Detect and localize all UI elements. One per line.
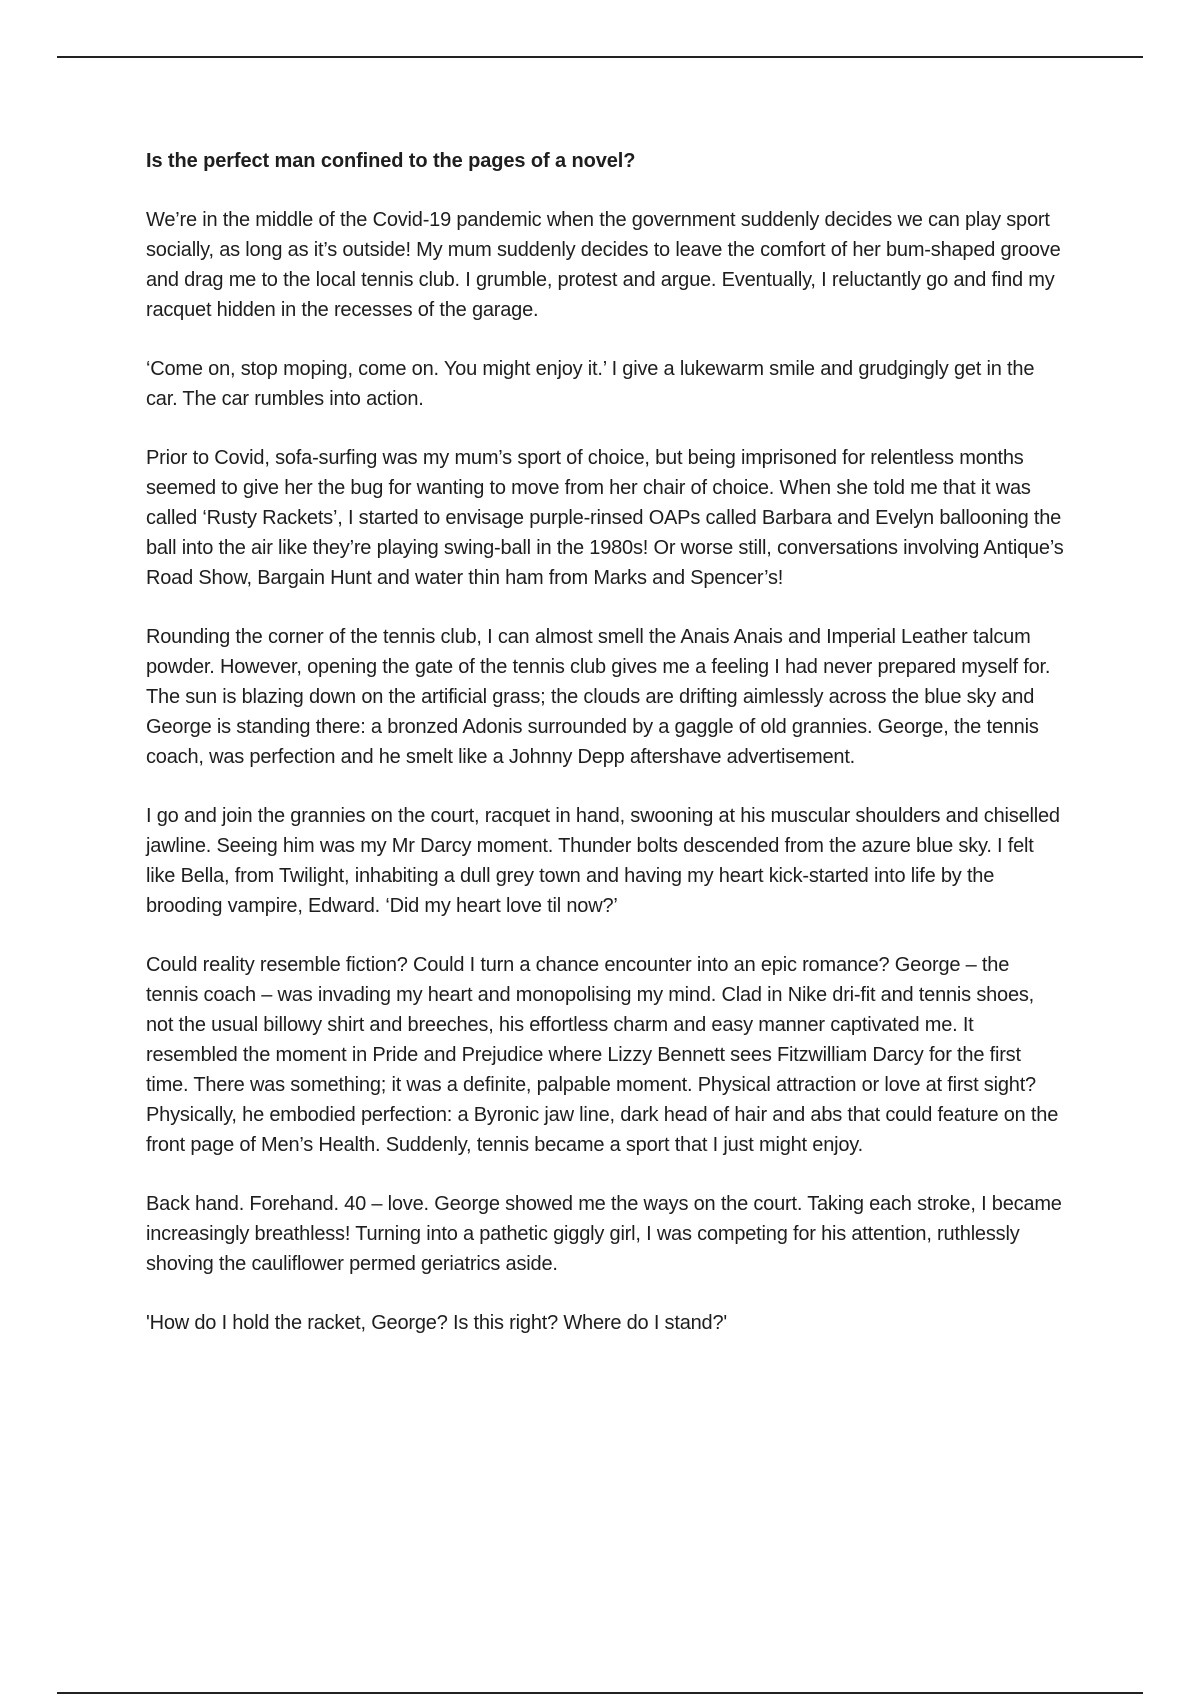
paragraph: Rounding the corner of the tennis club, I can almost smell the Anais Anais and Imperial Leather talcum powder. However, opening the gate of the tennis club gives me a feeling I had never prepared myself for. The sun is blazing down on the artificial grass; the clouds are drifting aimlessly across the blue sky and George is standing there: a bronzed Adonis surrounded by a gaggle of old grannies. George, the tennis coach, was perfection and he smelt like a Johnny Depp aftershave advertisement. xyxy=(146,626,1051,768)
paragraph: I go and join the grannies on the court, racquet in hand, swooning at his muscular shoulders and chiselled jawline. Seeing him was my Mr Darcy moment. Thunder bolts descended from the azure blue sky. I felt like Bella, from Twilight, inhabiting a dull grey town and having my heart kick-started into life by the brooding vampire, Edward. ‘Did my heart love til now?’ xyxy=(146,805,1060,917)
paragraph: Back hand. Forehand. 40 – love. George showed me the ways on the court. Taking each stroke, I became increasingly breathless! Turning into a pathetic giggly girl, I was competing for his attention, ruthlessly shoving the cauliflower permed geriatrics aside. xyxy=(146,1193,1062,1275)
footer-rule xyxy=(57,1692,1143,1694)
paragraph: ‘Come on, stop moping, come on. You might enjoy it.’ I give a lukewarm smile and grudgingly get in the car. The car rumbles into action. xyxy=(146,358,1035,410)
document-title: Is the perfect man confined to the pages of a novel? xyxy=(146,150,636,172)
paragraph: We’re in the middle of the Covid-19 pandemic when the government suddenly decides we can play sport socially, as long as it’s outside! My mum suddenly decides to leave the comfort of her bum-shaped groove and drag me to the local tennis club. I grumble, protest and argue. Eventually, I reluctantly go and find my racquet hidden in the recesses of the garage. xyxy=(146,209,1061,321)
document-body xyxy=(146,146,1066,1338)
paragraph: 'How do I hold the racket, George? Is this right? Where do I stand?' xyxy=(146,1312,728,1334)
paragraph: Could reality resemble fiction? Could I turn a chance encounter into an epic romance? George – the tennis coach – was invading my heart and monopolising my mind. Clad in Nike dri-fit and tennis shoes, not the usual billowy shirt and breeches, his effortless charm and easy manner captivated me. It resembled the moment in Pride and Prejudice where Lizzy Bennett sees Fitzwilliam Darcy for the first time. There was something; it was a definite, palpable moment. Physical attraction or love at first sight? Physically, he embodied perfection: a Byronic jaw line, dark head of hair and abs that could feature on the front page of Men’s Health. Suddenly, tennis became a sport that I just might enjoy. xyxy=(146,954,1059,1156)
header-rule xyxy=(57,56,1143,58)
paragraph: Prior to Covid, sofa-surfing was my mum’s sport of choice, but being imprisoned for relentless months seemed to give her the bug for wanting to move from her chair of choice. When she told me that it was called ‘Rusty Rackets’, I started to envisage purple-rinsed OAPs called Barbara and Evelyn ballooning the ball into the air like they’re playing swing-ball in the 1980s! Or worse still, conversations involving Antique’s Road Show, Bargain Hunt and water thin ham from Marks and Spencer’s! xyxy=(146,447,1064,589)
